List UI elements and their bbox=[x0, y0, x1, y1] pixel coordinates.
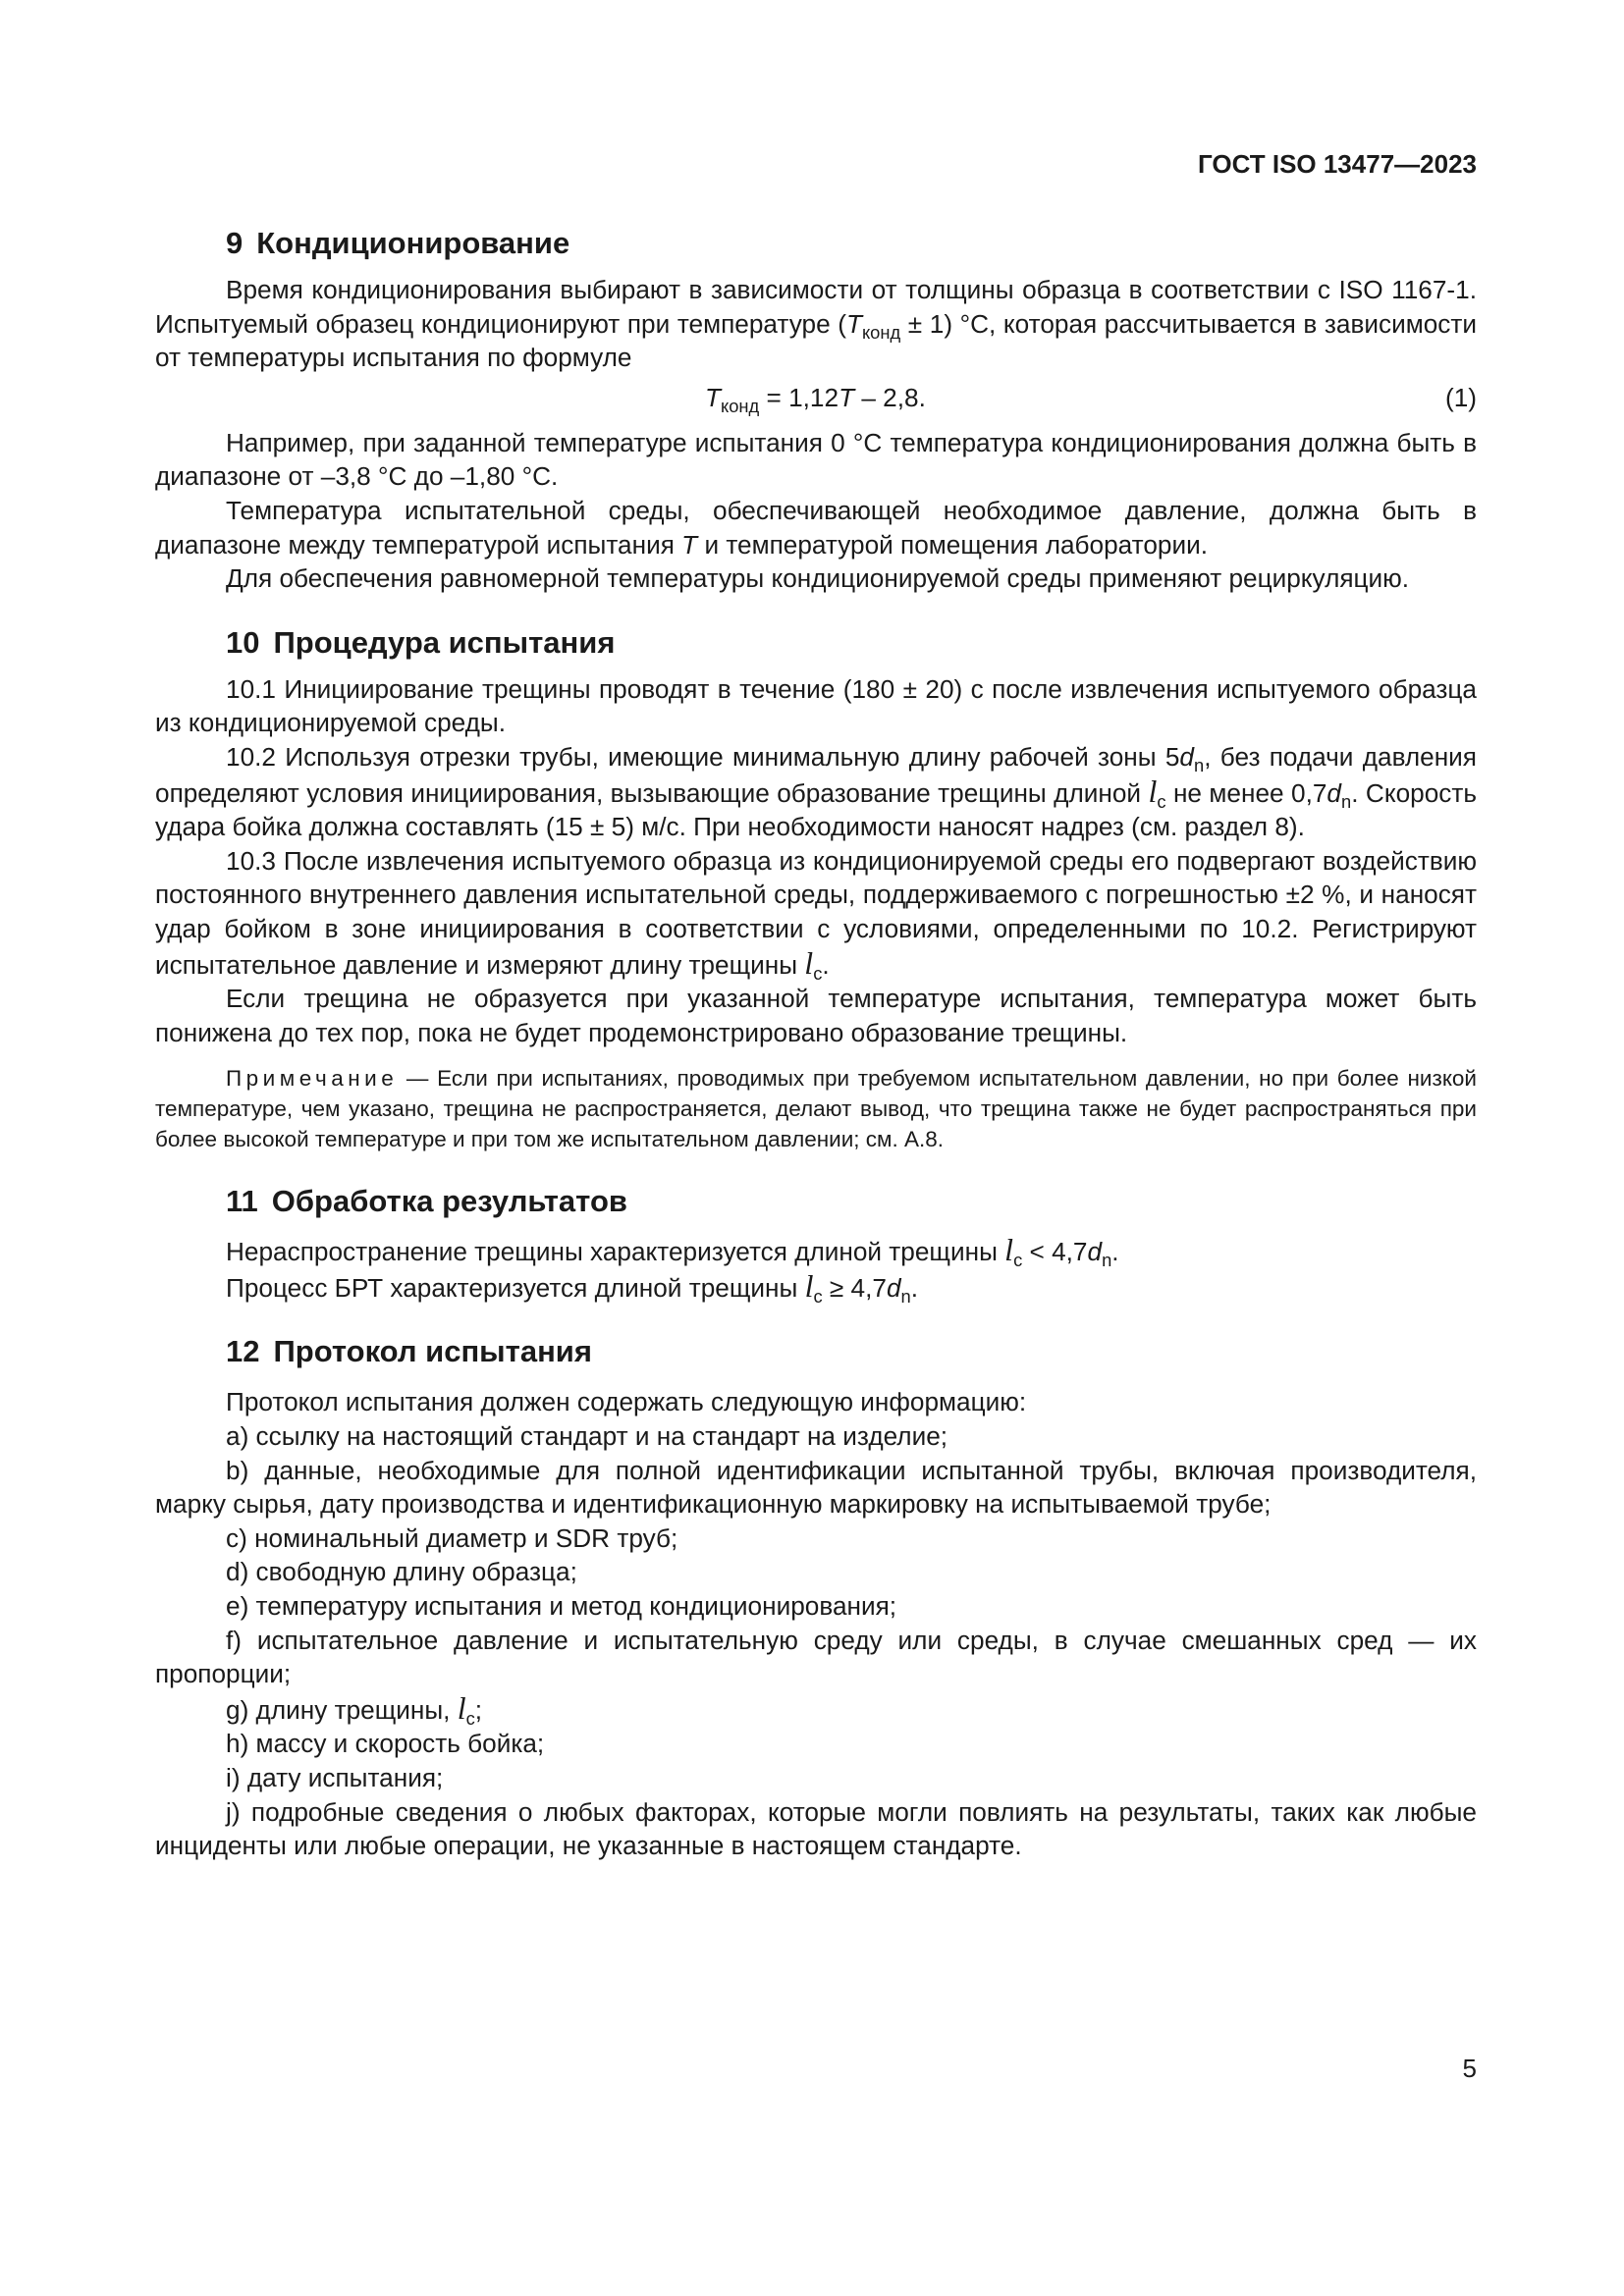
symbol: l bbox=[804, 944, 814, 981]
section-title: Кондиционирование bbox=[256, 226, 570, 260]
text: Температура испытательной среды, обеспечивающей необходимое давление, должна быть в диапазоне между температурой испытания bbox=[155, 495, 1477, 560]
list-item: i) дату испытания; bbox=[226, 1763, 444, 1792]
list-item: e) температуру испытания и метод кондиционирования; bbox=[226, 1591, 897, 1622]
list-item: f) испытательное давление и испытательную среду или среды, в случае смешанных сред — их пропорции; bbox=[155, 1625, 1477, 1689]
symbol: l bbox=[1004, 1232, 1014, 1268]
section-title: Протокол испытания bbox=[273, 1334, 592, 1369]
section-number: 9 bbox=[226, 226, 244, 260]
paragraph bbox=[155, 1233, 1477, 1269]
symbol: T bbox=[845, 308, 862, 339]
symbol: T bbox=[681, 529, 698, 560]
subscript: n bbox=[900, 1285, 911, 1307]
paragraph bbox=[155, 844, 1477, 982]
list-item: c) номинальный диаметр и SDR труб; bbox=[226, 1522, 678, 1553]
text: Процесс БРТ характеризуется длиной трещины bbox=[226, 1272, 805, 1303]
subscript: c bbox=[813, 962, 823, 984]
page-body bbox=[155, 224, 1477, 1863]
symbol: d bbox=[1087, 1237, 1103, 1267]
note-label: Примечание bbox=[226, 1066, 399, 1092]
paragraph: Протокол испытания должен содержать следующую информацию: bbox=[226, 1387, 1027, 1417]
paragraph: Например, при заданной температуре испытания 0 °C температура кондиционирования должна быть в диапазоне от –3,8 °C до –1,80 °C. bbox=[155, 427, 1477, 492]
subscript: конд bbox=[861, 321, 901, 343]
text: . bbox=[910, 1272, 919, 1303]
section-10-heading bbox=[155, 623, 1477, 663]
text: не менее 0,7 bbox=[1165, 777, 1327, 808]
section-number: 11 bbox=[226, 1184, 258, 1219]
text: . Скорость удара бойка должна составлять (15 ± 5) м/с. При необходимости наносят надрез (см. раздел 8). bbox=[155, 777, 1477, 842]
text: , без подачи давления определяют условия инициирования, вызывающие образование трещины длиной bbox=[155, 741, 1477, 808]
formula-expression bbox=[705, 381, 926, 415]
text: ≥ 4,7 bbox=[822, 1272, 887, 1303]
text: и температурой помещения лаборатории. bbox=[697, 529, 1209, 560]
symbol: T bbox=[839, 382, 855, 412]
text: ; bbox=[474, 1694, 483, 1725]
paragraph bbox=[155, 1269, 1477, 1306]
note bbox=[155, 1063, 1477, 1154]
text: Нераспространение трещины характеризуется длиной трещины bbox=[226, 1237, 1005, 1267]
subscript: c bbox=[1013, 1250, 1023, 1271]
list-item bbox=[155, 1691, 1477, 1728]
text: ± 1) °C, которая рассчитывается в зависимости от температуры испытания по формуле bbox=[155, 308, 1477, 373]
document-code: ГОСТ ISO 13477—2023 bbox=[1197, 149, 1477, 179]
section-number: 10 bbox=[226, 624, 260, 660]
paragraph: Если трещина не образуется при указанной температуре испытания, температура может быть понижена до тех пор, пока не будет продемонстрировано образование трещины. bbox=[155, 984, 1477, 1047]
text: 10.3 После извлечения испытуемого образца из кондиционируемой среды его подвергают воздействию постоянного внутреннего давления испытательной среды, поддерживаемого с погрешностью ±2 %, и наносят удар бойком в зоне инициирования в соответствии с условиями, определенными по 10.2. Регистрируют испытательное давление и измеряют длину трещины bbox=[155, 845, 1477, 980]
text: g) длину трещины, bbox=[226, 1694, 458, 1725]
paragraph bbox=[155, 740, 1477, 844]
subscript: n bbox=[1193, 754, 1205, 775]
symbol: l bbox=[457, 1689, 466, 1726]
paragraph: 10.1 Инициирование трещины проводят в течение (180 ± 20) с после извлечения испытуемого образца из кондиционируемой среды. bbox=[155, 673, 1477, 738]
text: Время кондиционирования выбирают в зависимости от толщины образца в соответствии с ISO 1167-1. Испытуемый образец кондиционируют при температуре ( bbox=[155, 275, 1477, 339]
subscript: n bbox=[1102, 1250, 1112, 1271]
formula-number: (1) bbox=[1444, 382, 1477, 412]
text: 10.2 Используя отрезки трубы, имеющие минимальную длину рабочей зоны 5 bbox=[226, 741, 1180, 772]
symbol: d bbox=[1179, 741, 1194, 772]
list-item: b) данные, необходимые для полной идентификации испытанной трубы, включая производителя, марку сырья, дату производства и идентификационную маркировку на испытываемой трубе; bbox=[155, 1455, 1477, 1520]
text: – 2,8. bbox=[854, 382, 926, 412]
paragraph: Для обеспечения равномерной температуры кондиционируемой среды применяют рециркуляцию. bbox=[226, 563, 1410, 594]
paragraph bbox=[155, 494, 1477, 561]
subscript: c bbox=[1157, 790, 1166, 812]
section-9-heading bbox=[155, 224, 1477, 263]
text: . bbox=[1111, 1237, 1119, 1267]
list-item: h) массу и скорость бойка; bbox=[226, 1729, 545, 1759]
symbol: l bbox=[804, 1267, 814, 1304]
page-number: 5 bbox=[1462, 2054, 1477, 2083]
formula bbox=[155, 381, 1477, 418]
symbol: d bbox=[1326, 777, 1341, 808]
section-11-heading bbox=[155, 1182, 1477, 1221]
paragraph bbox=[155, 273, 1477, 375]
subscript: конд bbox=[721, 395, 760, 416]
note-text: — Если при испытаниях, проводимых при требуемом испытательном давлении, но при более низкой температуре, чем указано, трещина не распространяется, делают вывод, что трещина также не будет распространяться при более высокой температуре и при том же испытательном давлении; см. А.8. bbox=[155, 1066, 1477, 1152]
symbol: T bbox=[705, 382, 721, 412]
text: < 4,7 bbox=[1022, 1237, 1088, 1267]
text: . bbox=[822, 949, 830, 980]
symbol: l bbox=[1148, 773, 1158, 809]
section-title: Обработка результатов bbox=[271, 1184, 627, 1219]
list-item: a) ссылку на настоящий стандарт и на стандарт на изделие; bbox=[226, 1421, 948, 1452]
subscript: n bbox=[1341, 790, 1352, 812]
section-number: 12 bbox=[226, 1334, 260, 1369]
list-item: j) подробные сведения о любых факторах, которые могли повлиять на результаты, таких как любые инциденты или любые операции, не указанные в настоящем стандарте. bbox=[155, 1796, 1477, 1861]
symbol: d bbox=[886, 1272, 901, 1303]
subscript: c bbox=[465, 1707, 475, 1729]
section-12-heading bbox=[155, 1332, 1477, 1371]
list-item: d) свободную длину образца; bbox=[226, 1557, 577, 1587]
text: = 1,12 bbox=[759, 382, 839, 412]
subscript: c bbox=[813, 1285, 823, 1307]
section-title: Процедура испытания bbox=[273, 624, 616, 660]
